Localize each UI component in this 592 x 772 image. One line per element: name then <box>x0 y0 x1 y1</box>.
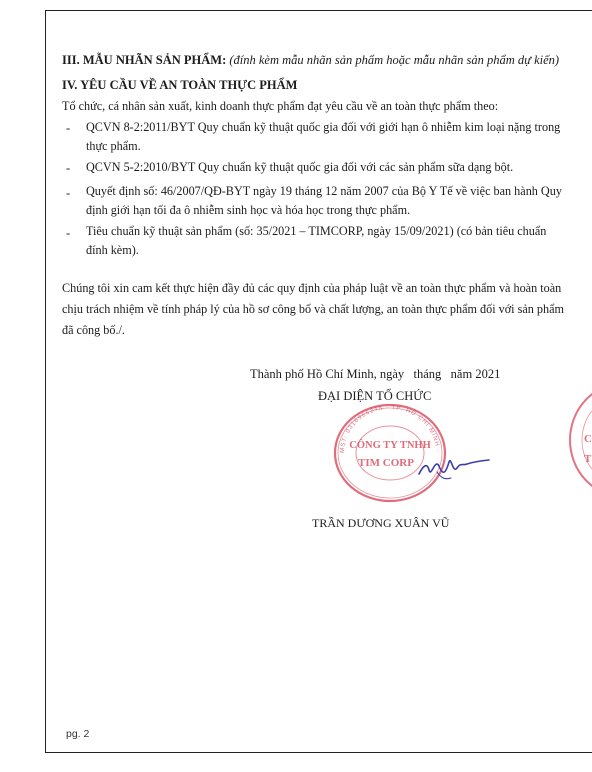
requirement-item-2-line1: QCVN 5-2:2010/BYT Quy chuẩn kỹ thuật quốc gia đối với các sản phẩm sữa dạng bột. <box>86 160 514 174</box>
requirement-item-3-line1: Quyết định số: 46/2007/QĐ-BYT ngày 19 tháng 12 năm 2007 của Bộ Y Tế về việc ban hành Quy <box>86 184 562 198</box>
bullet-3: - <box>66 186 71 200</box>
bullet-4: - <box>66 226 71 240</box>
stamp-ring-text: MST: 0316966345 · TP. HỒ CHÍ MINH · <box>339 404 441 454</box>
requirement-item-3 <box>86 182 570 220</box>
section-3-heading: III. MẪU NHÃN SẢN PHẨM: <box>62 53 227 67</box>
place-date: Thành phố Hồ Chí Minh, ngày tháng năm 2021 <box>250 367 501 381</box>
requirement-item-4-line2: đính kèm). <box>86 243 139 257</box>
handwritten-signature <box>415 444 495 486</box>
requirement-item-4 <box>86 222 570 260</box>
commitment-line-1: Chúng tôi xin cam kết thực hiện đầy đủ các quy định của pháp luật về an toàn thực phẩm và hoàn toàn <box>62 281 562 295</box>
edge-stamp-letter-2: T <box>584 453 592 465</box>
commitment-line-3: đã công bố./. <box>62 323 125 337</box>
section-3-note: (đính kèm mẫu nhãn sản phẩm hoặc mẫu nhãn sản phẩm dự kiến) <box>229 53 560 67</box>
stamp-line-2: TIM CORP <box>358 457 414 469</box>
bullet-2: - <box>66 161 71 175</box>
commitment-paragraph <box>62 278 574 341</box>
bullet-1: - <box>66 121 71 135</box>
requirement-item-1-line2: thực phẩm. <box>86 139 141 153</box>
page-number: pg. 2 <box>66 728 90 740</box>
commitment-line-2: chịu trách nhiệm về tính pháp lý của hồ sơ công bố và chất lượng, an toàn thực phẩm đối với sản phẩm <box>62 302 564 316</box>
edge-stamp <box>562 380 592 500</box>
section-3 <box>62 52 559 68</box>
signer-name: TRẦN DƯƠNG XUÂN VŨ <box>312 516 450 530</box>
stamp-line-1: CÔNG TY TNHH <box>349 440 431 451</box>
requirement-item-3-line2: định giới hạn tối đa ô nhiễm sinh học và hóa học trong thực phẩm. <box>86 203 411 217</box>
edge-stamp-letter-1: C <box>584 433 592 445</box>
requirement-item-1-line1: QCVN 8-2:2011/BYT Quy chuẩn kỹ thuật quốc gia đối với giới hạn ô nhiễm kim loại nặng trong <box>86 120 561 134</box>
requirement-item-1 <box>86 118 570 156</box>
section-4-heading: IV. YÊU CẦU VỀ AN TOÀN THỰC PHẨM <box>62 78 298 92</box>
requirement-item-2 <box>86 158 570 177</box>
requirement-item-4-line1: Tiêu chuẩn kỹ thuật sản phẩm (số: 35/2021 – TIMCORP, ngày 15/09/2021) (có bản tiêu chuẩn <box>86 224 547 238</box>
signature-title: ĐẠI DIỆN TỔ CHỨC <box>318 389 432 403</box>
section-4-intro: Tổ chức, cá nhân sản xuất, kinh doanh thực phẩm đạt yêu cầu về an toàn thực phẩm theo: <box>62 99 499 113</box>
